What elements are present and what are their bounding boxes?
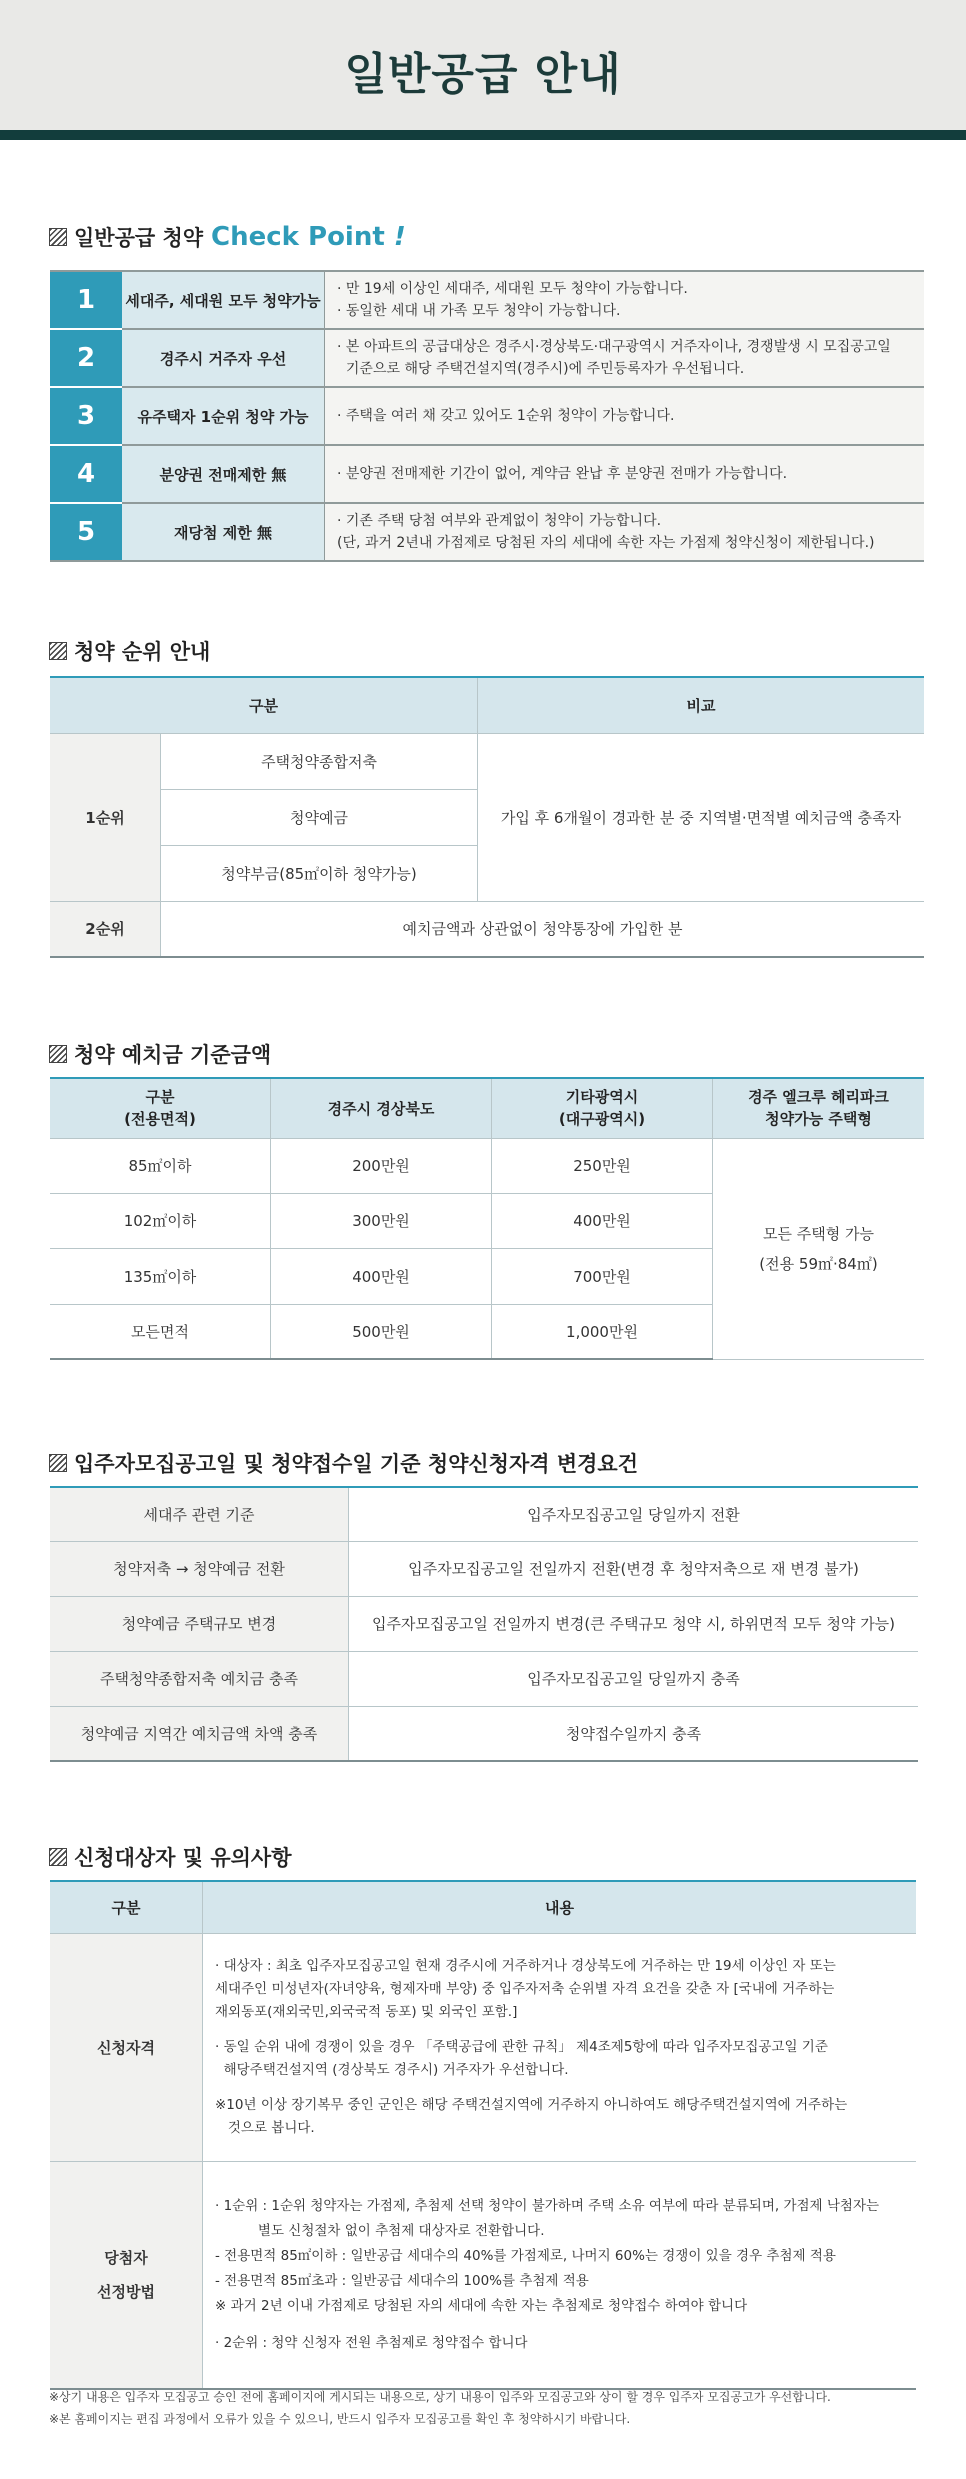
deposit-head-area: 구분 (전용면적) — [50, 1078, 271, 1138]
checkpoint-row — [50, 387, 924, 445]
content-line: ※ 과거 2년 이내 가점제로 당첨된 자의 세대에 속한 자는 추첨제로 청약접수 하여야 합니다 — [215, 2297, 748, 2314]
change-value: 입주자모집공고일 당일까지 충족 — [349, 1651, 919, 1706]
section-hatch-icon — [49, 228, 67, 246]
checkpoint-number: 4 — [50, 445, 122, 503]
deposit-cell: 250만원 — [492, 1138, 713, 1193]
rank-first-item: 주택청약종합저축 — [161, 733, 478, 789]
deposit-eligible-note: 모든 주택형 가능 (전용 59㎡·84㎡) — [713, 1138, 925, 1359]
rank-second-note: 예치금액과 상관없이 청약통장에 가입한 분 — [161, 901, 925, 957]
content-line: · 대상자 : 최초 입주자모집공고일 현재 경주시에 거주하거나 경상북도에 거주하는 만 19세 이상인 자 또는 — [215, 1957, 836, 1974]
checkpoint-brand: Check Point ! — [211, 222, 406, 252]
footnote: ※상기 내용은 입주자 모집공고 승인 전에 홈페이지에 게시되는 내용으로, 상기 내용이 입주와 모집공고와 상이 할 경우 입주자 모집공고가 우선합니다. — [49, 2390, 831, 2404]
checkpoint-desc — [325, 387, 925, 445]
change-value: 입주자모집공고일 당일까지 전환 — [349, 1487, 919, 1541]
checkpoint-row — [50, 503, 924, 561]
deposit-head-metro: 기타광역시 (대구광역시) — [492, 1078, 713, 1138]
checkpoint-row — [50, 329, 924, 387]
deposit-cell: 400만원 — [492, 1193, 713, 1248]
content-line: 것으로 봅니다. — [215, 2119, 315, 2136]
target-table — [50, 1880, 916, 2390]
deposit-cell: 1,000만원 — [492, 1304, 713, 1359]
checkpoint-number: 5 — [50, 503, 122, 561]
change-section-title: 입주자모집공고일 및 청약접수일 기준 청약신청자격 변경요건 — [49, 1448, 638, 1478]
checkpoint-desc — [325, 271, 925, 329]
checkpoint-label: 유주택자 1순위 청약 가능 — [122, 387, 325, 445]
footnotes — [49, 2386, 831, 2430]
content-line: ※10년 이상 장기복무 중인 군인은 해당 주택건설지역에 거주하지 아니하여도 해당주택건설지역에 거주하는 — [215, 2096, 848, 2113]
rank-head-compare: 비교 — [478, 677, 924, 733]
deposit-table — [50, 1077, 924, 1360]
page-title: 일반공급 안내 — [344, 49, 622, 100]
deposit-section-title: 청약 예치금 기준금액 — [49, 1039, 271, 1069]
checkpoint-desc-line: · 주택을 여러 채 갖고 있어도 1순위 청약이 가능합니다. — [337, 408, 675, 424]
rank-section-title: 청약 순위 안내 — [49, 636, 210, 666]
page-header — [0, 0, 966, 140]
checkpoint-desc-line: (단, 과거 2년내 가점제로 당첨된 자의 세대에 속한 자는 가점제 청약신청이 제한됩니다.) — [337, 535, 875, 551]
checkpoint-desc-line: 기준으로 해당 주택건설지역(경주시)에 주민등록자가 우선됩니다. — [337, 361, 745, 377]
deposit-cell: 200만원 — [271, 1138, 492, 1193]
deposit-cell: 400만원 — [271, 1248, 492, 1304]
content-line: 별도 신청절차 없이 추첨제 대상자로 전환합니다. — [215, 2222, 545, 2239]
content-line: 재외동포(재외국민,외국국적 동포) 및 외국인 포함.] — [215, 2003, 518, 2020]
checkpoint-section-title: 일반공급 청약 Check Point ! — [49, 222, 406, 252]
target-select-content — [203, 2161, 917, 2389]
deposit-cell: 135㎡이하 — [50, 1248, 271, 1304]
checkpoint-label: 경주시 거주자 우선 — [122, 329, 325, 387]
footnote: ※본 홈페이지는 편집 과정에서 오류가 있을 수 있으니, 반드시 입주자 모집공고를 확인 후 청약하시기 바랍니다. — [49, 2412, 631, 2426]
change-label: 청약예금 지역간 예치금액 차액 충족 — [50, 1706, 349, 1761]
content-line — [215, 2319, 904, 2331]
rank-first-item: 청약부금(85㎡이하 청약가능) — [161, 845, 478, 901]
section-hatch-icon — [49, 642, 67, 660]
checkpoint-table — [50, 270, 924, 562]
content-line — [215, 2024, 904, 2036]
section-hatch-icon — [49, 1454, 67, 1472]
change-value: 입주자모집공고일 전일까지 변경(큰 주택규모 청약 시, 하위면적 모두 청약 가능) — [349, 1596, 919, 1651]
checkpoint-desc — [325, 503, 925, 561]
content-line: · 동일 순위 내에 경쟁이 있을 경우 「주택공급에 관한 규칙」 제4조제5항에 따라 입주자모집공고일 기준 — [215, 2038, 828, 2055]
content-line: 해당주택건설지역 (경상북도 경주시) 거주자가 우선합니다. — [215, 2061, 569, 2078]
checkpoint-label: 재당첨 제한 無 — [122, 503, 325, 561]
checkpoint-desc-line: · 동일한 세대 내 가족 모두 청약이 가능합니다. — [337, 303, 621, 319]
content-line: 세대주인 미성년자(자녀양육, 형제자매 부양) 중 입주자저축 순위별 자격 요건을 갖춘 자 [국내에 거주하는 — [215, 1980, 835, 1997]
checkpoint-desc-line: · 만 19세 이상인 세대주, 세대원 모두 청약이 가능합니다. — [337, 281, 688, 297]
rank-head-category: 구분 — [50, 677, 478, 733]
checkpoint-desc — [325, 445, 925, 503]
deposit-cell: 85㎡이하 — [50, 1138, 271, 1193]
change-table — [50, 1486, 918, 1762]
target-head-category: 구분 — [50, 1881, 203, 1933]
change-value: 청약접수일까지 충족 — [349, 1706, 919, 1761]
section-hatch-icon — [49, 1848, 67, 1866]
deposit-cell: 500만원 — [271, 1304, 492, 1359]
checkpoint-number: 2 — [50, 329, 122, 387]
content-line: · 2순위 : 청약 신청자 전원 추첨제로 청약접수 합니다 — [215, 2334, 528, 2351]
content-line — [215, 2082, 904, 2094]
rank-first-item: 청약예금 — [161, 789, 478, 845]
content-line: - 전용면적 85㎡초과 : 일반공급 세대수의 100%를 추첨제 적용 — [215, 2272, 589, 2289]
section-hatch-icon — [49, 1045, 67, 1063]
rank-table — [50, 676, 924, 958]
checkpoint-row — [50, 271, 924, 329]
checkpoint-row — [50, 445, 924, 503]
target-section-title: 신청대상자 및 유의사항 — [49, 1842, 291, 1872]
deposit-cell: 102㎡이하 — [50, 1193, 271, 1248]
checkpoint-number: 1 — [50, 271, 122, 329]
checkpoint-desc-line: · 기존 주택 당첨 여부와 관계없이 청약이 가능합니다. — [337, 513, 662, 529]
target-head-content: 내용 — [203, 1881, 917, 1933]
checkpoint-desc — [325, 329, 925, 387]
target-select-label: 당첨자 선정방법 — [50, 2161, 203, 2389]
target-qual-label: 신청자격 — [50, 1933, 203, 2161]
deposit-cell: 700만원 — [492, 1248, 713, 1304]
content-line: - 전용면적 85㎡이하 : 일반공급 세대수의 40%를 가점제로, 나머지 60%는 경쟁이 있을 경우 추첨제 적용 — [215, 2247, 836, 2264]
deposit-head-gyeongju: 경주시 경상북도 — [271, 1078, 492, 1138]
checkpoint-label: 분양권 전매제한 無 — [122, 445, 325, 503]
content-line: · 1순위 : 1순위 청약자는 가점제, 추첨제 선택 청약이 불가하며 주택 소유 여부에 따라 분류되며, 가점제 낙첨자는 — [215, 2197, 880, 2214]
rank-first-note: 가입 후 6개월이 경과한 분 중 지역별·면적별 예치금액 충족자 — [478, 733, 924, 901]
checkpoint-desc-line: · 본 아파트의 공급대상은 경주시·경상북도·대구광역시 거주자이나, 경쟁발생 시 모집공고일 — [337, 339, 891, 355]
rank-second-label: 2순위 — [50, 901, 161, 957]
checkpoint-label: 세대주, 세대원 모두 청약가능 — [122, 271, 325, 329]
deposit-cell: 모든면적 — [50, 1304, 271, 1359]
change-label: 주택청약종합저축 예치금 충족 — [50, 1651, 349, 1706]
checkpoint-desc-line: · 분양권 전매제한 기간이 없어, 계약금 완납 후 분양권 전매가 가능합니다. — [337, 466, 788, 482]
rank-first-label: 1순위 — [50, 733, 161, 901]
checkpoint-number: 3 — [50, 387, 122, 445]
change-label: 세대주 관련 기준 — [50, 1487, 349, 1541]
deposit-head-eligible: 경주 엘크루 헤리파크 청약가능 주택형 — [713, 1078, 925, 1138]
change-value: 입주자모집공고일 전일까지 전환(변경 후 청약저축으로 재 변경 불가) — [349, 1541, 919, 1596]
target-qual-content — [203, 1933, 917, 2161]
deposit-cell: 300만원 — [271, 1193, 492, 1248]
change-label: 청약저축 → 청약예금 전환 — [50, 1541, 349, 1596]
change-label: 청약예금 주택규모 변경 — [50, 1596, 349, 1651]
